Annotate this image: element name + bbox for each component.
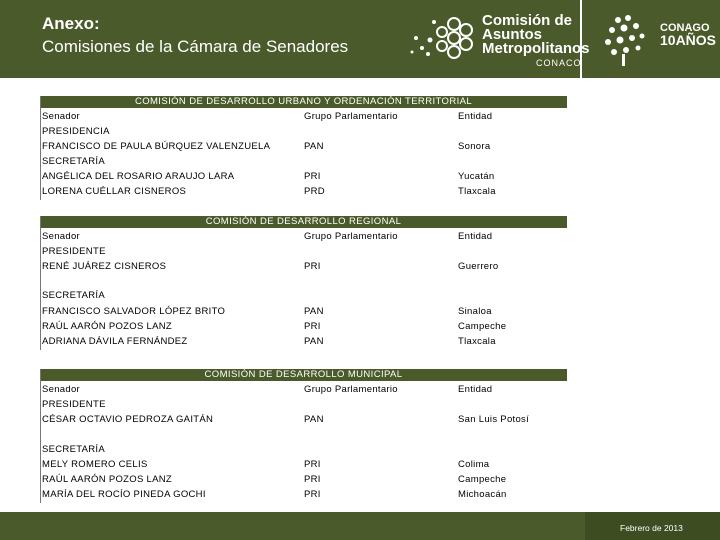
- senator-party: PAN: [304, 336, 324, 347]
- table-row: [42, 260, 567, 274]
- role-label: PRESIDENTE: [42, 246, 106, 257]
- table-row: [42, 473, 567, 487]
- role-label: SECRETARÍA: [42, 156, 106, 167]
- conago-line-2: 10AÑOS: [660, 32, 717, 48]
- senator-name: ADRIANA DÁVILA FERNÁNDEZ: [42, 336, 188, 347]
- table-header-row: [42, 230, 567, 244]
- col-entidad: Entidad: [458, 231, 493, 242]
- role-label: SECRETARÍA: [42, 290, 106, 301]
- table-header-row: [42, 383, 567, 397]
- table-row: [42, 320, 567, 334]
- role-label: PRESIDENCIA: [42, 126, 110, 137]
- senator-party: PRI: [304, 171, 321, 182]
- col-entidad: Entidad: [458, 384, 493, 395]
- table-row: [42, 488, 567, 502]
- senator-party: PAN: [304, 306, 324, 317]
- role-row: [42, 125, 567, 139]
- footer-bar: [0, 512, 720, 540]
- conago-line-1: CONAGO: [660, 22, 710, 34]
- senator-party: PRI: [304, 489, 321, 500]
- table-row: [42, 170, 567, 184]
- comision-logo: [408, 10, 590, 70]
- senator-party: PRI: [304, 261, 321, 272]
- senator-state: Campeche: [458, 474, 507, 485]
- section-title: COMISIÓN DE DESARROLLO REGIONAL: [40, 216, 567, 228]
- table-header-row: [42, 110, 567, 124]
- senator-name: RAÚL AARÓN POZOS LANZ: [42, 474, 173, 485]
- senator-state: Tlaxcala: [458, 186, 496, 197]
- senator-name: FRANCISCO DE PAULA BÚRQUEZ VALENZUELA: [42, 141, 271, 152]
- role-label: SECRETARÍA: [42, 444, 106, 455]
- col-senador: Senador: [42, 231, 81, 242]
- senator-party: PAN: [304, 414, 324, 425]
- senator-party: PAN: [304, 141, 324, 152]
- role-row: [42, 443, 567, 457]
- col-senador: Senador: [42, 111, 81, 122]
- logo-line-3: Metropolitanos: [482, 40, 590, 57]
- senator-name: FRANCISCO SALVADOR LÓPEZ BRITO: [42, 306, 226, 317]
- table-row: [42, 185, 567, 199]
- role-row: [42, 398, 567, 412]
- section-title: COMISIÓN DE DESARROLLO MUNICIPAL: [40, 369, 567, 381]
- role-row: [42, 289, 567, 303]
- senator-state: San Luis Potosí: [458, 414, 530, 425]
- senator-state: Campeche: [458, 321, 507, 332]
- senator-state: Sinaloa: [458, 306, 492, 317]
- header-banner: [0, 0, 720, 78]
- senator-party: PRD: [304, 186, 325, 197]
- table-row: [42, 335, 567, 349]
- role-row: [42, 245, 567, 259]
- senator-name: RAÚL AARÓN POZOS LANZ: [42, 321, 173, 332]
- table-row: [42, 140, 567, 154]
- tree-icon: [598, 10, 658, 70]
- senator-party: PRI: [304, 459, 321, 470]
- logo-line-2: Asuntos: [482, 26, 542, 43]
- logo-subtitle: CONACO: [536, 58, 582, 68]
- table-row: [42, 458, 567, 472]
- senator-state: Sonora: [458, 141, 491, 152]
- senator-party: PRI: [304, 321, 321, 332]
- role-label: PRESIDENTE: [42, 399, 106, 410]
- senator-state: Michoacán: [458, 489, 507, 500]
- senator-name: RENÉ JUÁREZ CISNEROS: [42, 261, 167, 272]
- role-row: [42, 155, 567, 169]
- conago-text: [660, 22, 716, 46]
- col-entidad: Entidad: [458, 111, 493, 122]
- title-line-2: Comisiones de la Cámara de Senadores: [42, 37, 349, 56]
- table-row: [42, 305, 567, 319]
- senator-name: ANGÉLICA DEL ROSARIO ARAUJO LARA: [42, 171, 235, 182]
- section-title: COMISIÓN DE DESARROLLO URBANO Y ORDENACIÓN TERRITORIAL: [40, 96, 567, 108]
- senator-state: Guerrero: [458, 261, 499, 272]
- col-grupo: Grupo Parlamentario: [304, 111, 398, 122]
- conago-logo: [598, 10, 718, 70]
- footer-date: Febrero de 2013: [620, 523, 683, 533]
- comision-logo-text: [482, 14, 590, 56]
- senator-name: LORENA CUÉLLAR CISNEROS: [42, 186, 187, 197]
- table-border: [40, 96, 41, 200]
- senator-state: Colima: [458, 459, 490, 470]
- senator-state: Tlaxcala: [458, 336, 496, 347]
- table-border: [40, 369, 41, 503]
- senator-name: CÉSAR OCTAVIO PEDROZA GAITÁN: [42, 414, 214, 425]
- senator-name: MELY ROMERO CELIS: [42, 459, 148, 470]
- col-senador: Senador: [42, 384, 81, 395]
- title-line-1: Anexo:: [42, 14, 100, 33]
- col-grupo: Grupo Parlamentario: [304, 231, 398, 242]
- table-row: [42, 413, 567, 427]
- logo-line-1: Comisión de: [482, 12, 573, 29]
- page-title: [42, 12, 348, 58]
- senator-party: PRI: [304, 474, 321, 485]
- hexagon-cluster-icon: [408, 10, 480, 70]
- table-border: [40, 216, 41, 350]
- senator-state: Yucatán: [458, 171, 495, 182]
- col-grupo: Grupo Parlamentario: [304, 384, 398, 395]
- senator-name: MARÍA DEL ROCÍO PINEDA GOCHI: [42, 489, 206, 500]
